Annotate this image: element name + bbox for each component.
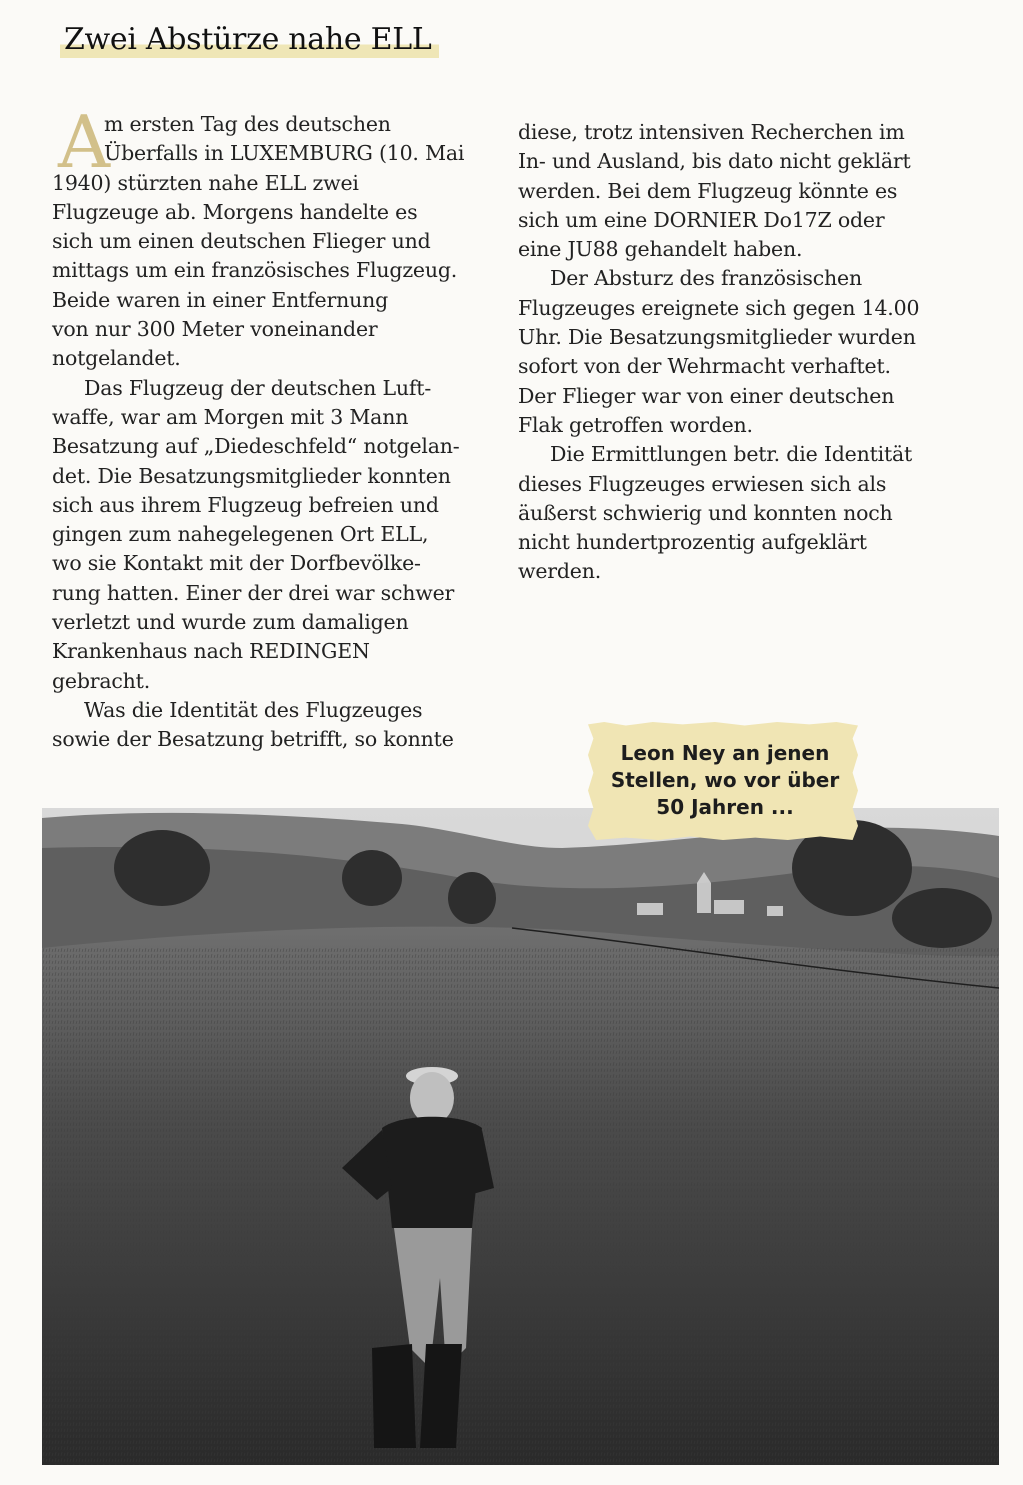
text-line: sich um einen deutschen Flieger und xyxy=(52,229,431,254)
text-line: sich aus ihrem Flugzeug befreien und xyxy=(52,492,439,517)
text-line: sofort von der Wehrmacht verhaftet. xyxy=(518,354,891,379)
text-line: waffe, war am Morgen mit 3 Mann xyxy=(52,404,409,429)
text-line: Flak getroffen worden. xyxy=(518,412,753,437)
text-line: verletzt und wurde zum damaligen xyxy=(52,610,409,635)
text-line: gingen zum nahegelegenen Ort ELL, xyxy=(52,522,429,547)
text-line: eine JU88 gehandelt haben. xyxy=(518,237,803,262)
text-line: rung hatten. Einer der drei war schwer xyxy=(52,580,455,605)
text-line: sich um eine DORNIER Do17Z oder xyxy=(518,207,885,232)
text-line: Beide waren in einer Entfernung xyxy=(52,287,389,312)
text-line: werden. xyxy=(518,559,602,584)
text-line: sowie der Besatzung betrifft, so konnte xyxy=(52,727,454,752)
drop-cap: A xyxy=(58,100,110,184)
text-line: Flugzeuge ab. Morgens handelte es xyxy=(52,199,418,224)
text-line: nicht hundertprozentig aufgeklärt xyxy=(518,530,867,555)
right-column xyxy=(518,118,948,587)
caption-line: Leon Ney an jenen xyxy=(620,741,830,765)
text-line: von nur 300 Meter voneinander xyxy=(52,317,378,342)
text-line: gebracht. xyxy=(52,668,151,693)
text-line: Überfalls in LUXEMBURG (10. Mai xyxy=(104,141,465,166)
photo-caption xyxy=(600,740,850,821)
landscape-photo xyxy=(42,808,999,1465)
text-line: Flugzeuges ereignete sich gegen 14.00 xyxy=(518,295,920,320)
text-line: Der Absturz des französischen xyxy=(550,266,862,291)
text-line: m ersten Tag des deutschen xyxy=(104,112,391,136)
text-line: Besatzung auf „Diedeschfeld“ notgelan- xyxy=(52,434,460,459)
text-line: det. Die Besatzungsmitglieder konnten xyxy=(52,463,451,488)
text-line: Die Ermittlungen betr. die Identität xyxy=(550,442,913,467)
text-line: 1940) stürzten nahe ELL zwei xyxy=(52,170,359,195)
text-line: Das Flugzeug der deutschen Luft- xyxy=(84,375,432,400)
text-line: wo sie Kontakt mit der Dorfbevölke- xyxy=(52,551,421,576)
article-title: Zwei Abstürze nahe ELL xyxy=(60,22,439,61)
text-line: Krankenhaus nach REDINGEN xyxy=(52,639,370,664)
caption-line: Stellen, wo vor über xyxy=(610,768,840,792)
text-line: notgelandet. xyxy=(52,346,181,371)
text-line: Was die Identität des Flugzeuges xyxy=(84,697,423,722)
caption-line: 50 Jahren ... xyxy=(656,795,794,819)
text-line: diese, trotz intensiven Recherchen im xyxy=(518,120,905,144)
text-line: mittags um ein französisches Flugzeug. xyxy=(52,258,458,283)
text-line: Der Flieger war von einer deutschen xyxy=(518,383,895,408)
text-line: werden. Bei dem Flugzeug könnte es xyxy=(518,178,898,203)
text-line: äußerst schwierig und konnten noch xyxy=(518,500,893,525)
text-line: dieses Flugzeuges erwiesen sich als xyxy=(518,471,887,496)
left-column xyxy=(52,110,492,755)
text-line: In- und Ausland, bis dato nicht geklärt xyxy=(518,149,911,174)
text-line: Uhr. Die Besatzungsmitglieder wurden xyxy=(518,325,916,350)
